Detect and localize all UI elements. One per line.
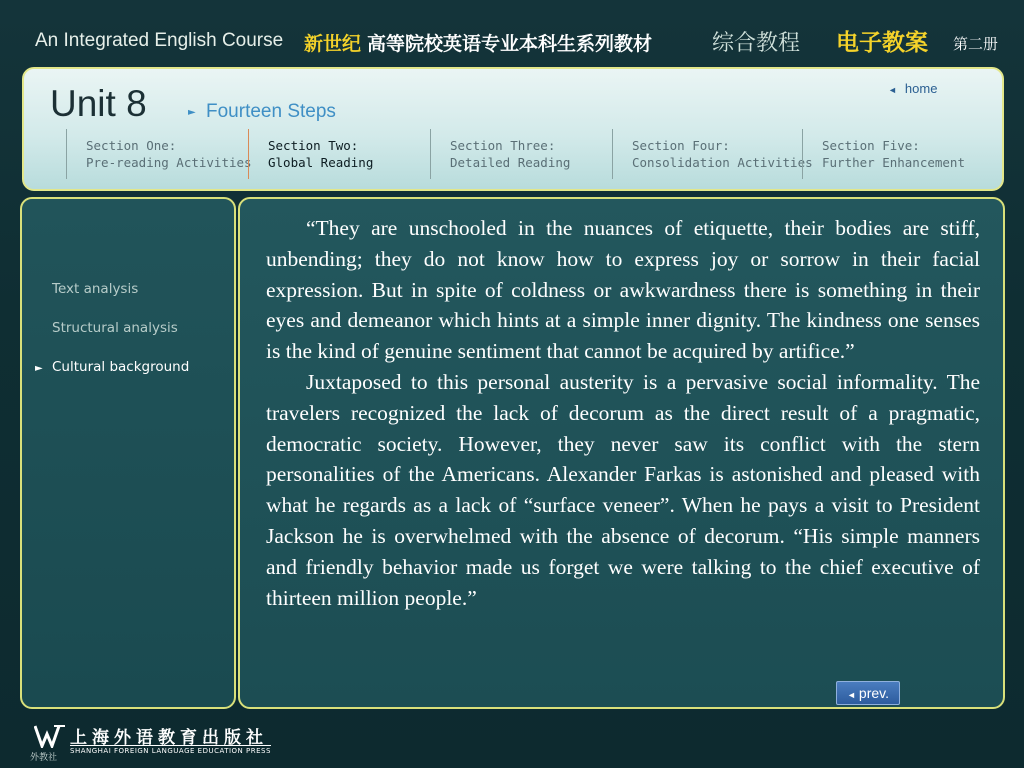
sidebar-item-structural-analysis[interactable]: Structural analysis — [52, 320, 178, 336]
paragraph: “They are unschooled in the nuances of etiquette, their bodies are stiff, unbending; they do not know how to express joy or sorrow in their facial expression. But in spite of coldness or awkwardness there is something in their eyes and demeanor which hints at a simple inner dignity. The kindness one senses is the kind of genuine sentiment that cannot be acquired by artifice.” — [266, 216, 980, 364]
unit-title: Unit 8 — [50, 83, 147, 124]
section-nav — [66, 129, 996, 179]
section-two-link[interactable] — [248, 129, 373, 179]
section-four-title: Section Four: — [632, 138, 730, 153]
section-five-title: Section Five: — [822, 138, 920, 153]
home-link[interactable] — [888, 81, 937, 96]
footer — [0, 714, 1024, 768]
section-three-title: Section Three: — [450, 138, 556, 153]
course-series-highlight: 新世纪 — [304, 33, 362, 55]
section-one-title: Section One: — [86, 138, 177, 153]
top-banner — [0, 0, 1024, 66]
prev-label: prev. — [858, 685, 889, 701]
section-four-subtitle: Consolidation Activities — [632, 155, 813, 170]
section-five-subtitle: Further Enhancement — [822, 155, 965, 170]
course-series-title: 高等院校英语专业本科生系列教材 — [367, 33, 653, 55]
section-one-subtitle: Pre-reading Activities — [86, 155, 252, 170]
paragraph: Juxtaposed to this personal austerity is a pervasive social informality. The travelers recognized the lack of decorum as the direct result of a pragmatic, democratic society. However, they never saw its conflict with the stern personalities of the Americans. Alexander Farkas is astonished and pleased with what he regards as a lack of “surface veneer”. When he pays a visit to President Jackson he is overwhelmed with the absence of decorum. “His simple manners and friendly behavior made us forget we were talking to the chief executive of thirteen million people.” — [266, 369, 980, 610]
reading-text — [266, 213, 980, 613]
sidebar — [20, 197, 236, 709]
section-five-link[interactable] — [802, 129, 965, 179]
course-tagline: 综合教程 — [712, 31, 801, 56]
arrow-left-icon: ◄ — [846, 690, 856, 700]
arrow-left-icon: ◄ — [888, 85, 897, 95]
publisher-name-en: SHANGHAI FOREIGN LANGUAGE EDUCATION PRESS — [70, 747, 271, 755]
unit-header-panel — [22, 67, 1004, 191]
course-title-en: An Integrated English Course — [35, 30, 284, 51]
ebook-label: 电子教案 — [836, 30, 928, 56]
section-three-link[interactable] — [430, 129, 570, 179]
main-content — [238, 197, 1005, 709]
publisher-logo-icon — [34, 724, 66, 748]
publisher-name-cn: 上海外语教育出版社 — [70, 728, 268, 748]
publisher-logo-text: 外教社 — [30, 753, 58, 763]
sidebar-item-cultural-background[interactable]: Cultural background — [52, 359, 190, 375]
arrow-right-icon: ► — [188, 107, 196, 118]
section-four-link[interactable] — [612, 129, 813, 179]
section-one-link[interactable] — [66, 129, 252, 179]
prev-button[interactable] — [836, 681, 900, 705]
unit-subtitle: Fourteen Steps — [206, 101, 336, 122]
section-two-subtitle: Global Reading — [268, 155, 374, 170]
section-three-subtitle: Detailed Reading — [450, 155, 571, 170]
section-two-title: Section Two: — [268, 138, 359, 153]
home-label: home — [904, 81, 938, 96]
volume-label: 第二册 — [953, 35, 999, 53]
sidebar-item-text-analysis[interactable]: Text analysis — [52, 281, 139, 297]
active-arrow-icon: ► — [35, 363, 43, 374]
